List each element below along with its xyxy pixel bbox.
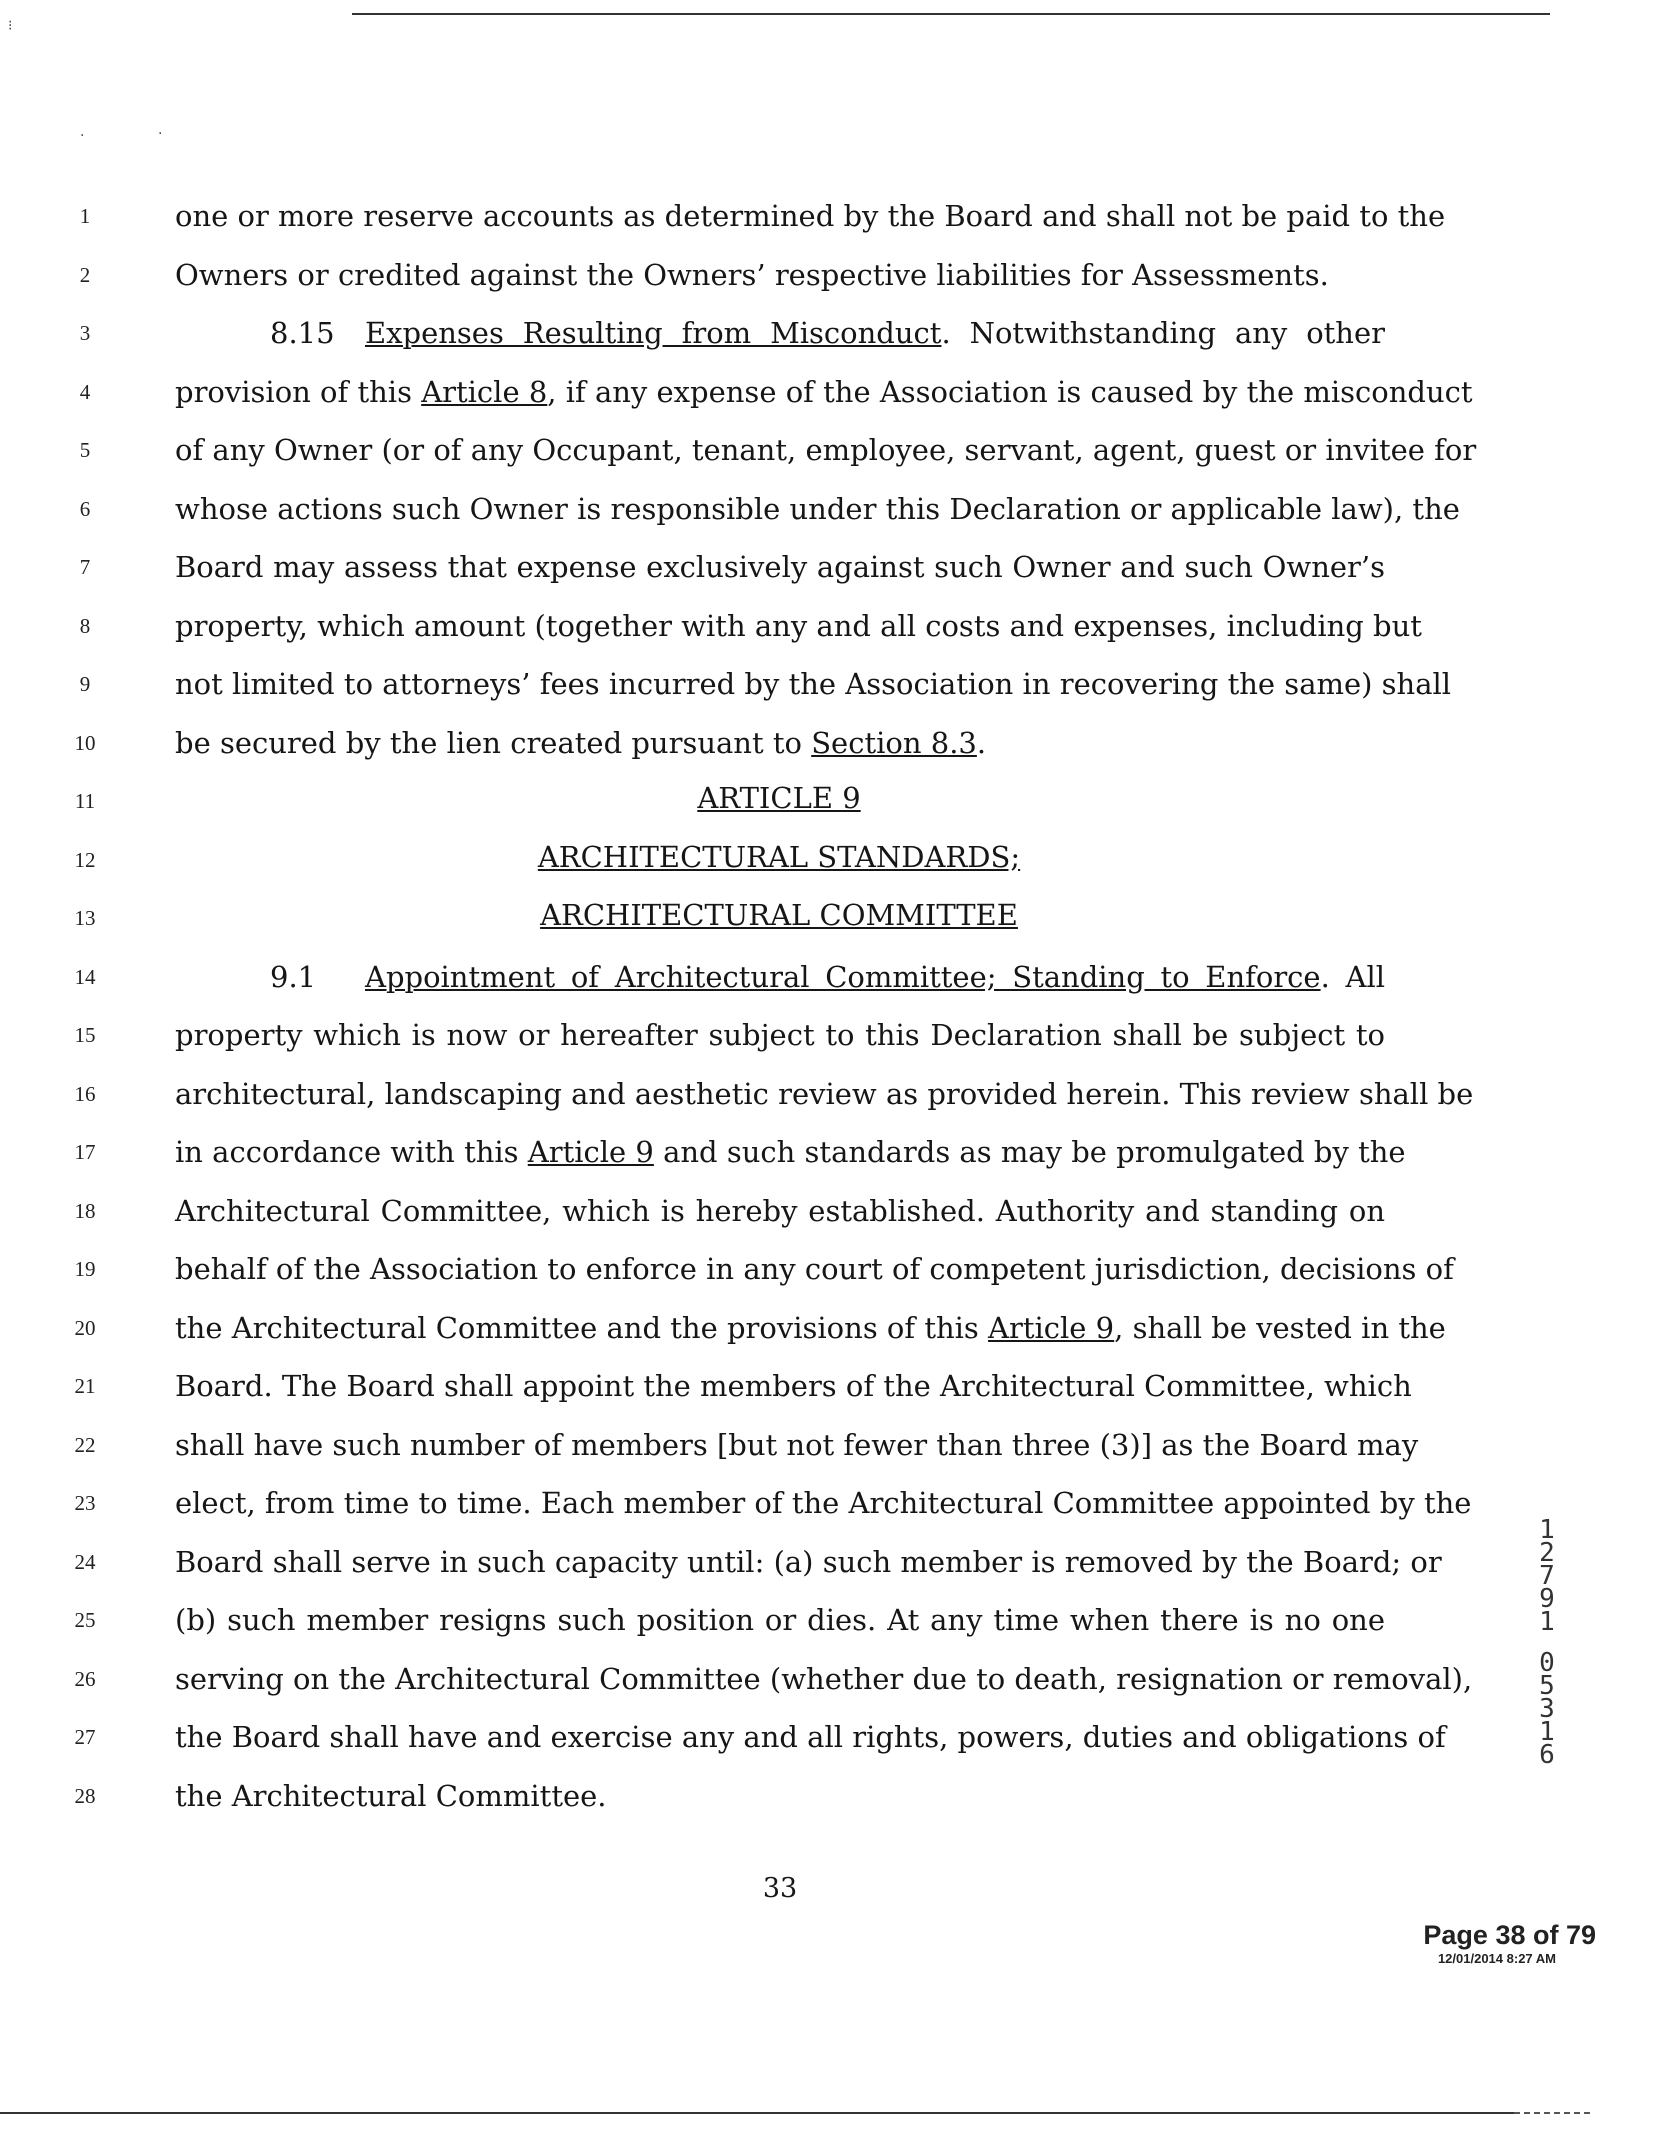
line-number: 2	[79, 262, 91, 287]
text-line: (b) such member resigns such position or dies. At any time when there is no one	[175, 1603, 1385, 1637]
line-number: 21	[74, 1374, 96, 1398]
cross-reference: Article 9	[527, 1135, 654, 1169]
line-number: 26	[74, 1666, 96, 1691]
bottom-border-dash	[1514, 2112, 1590, 2114]
line-number: 12	[74, 847, 96, 872]
text-line: serving on the Architectural Committee (whether due to death, resignation or removal),	[175, 1661, 1473, 1696]
text-line: shall have such number of members [but not fewer than three (3)] as the Board may	[175, 1427, 1419, 1462]
line-number: 22	[74, 1432, 96, 1457]
heading-line	[175, 840, 1383, 874]
line-number: 25	[74, 1608, 96, 1632]
text-line: 8.15 Expenses Resulting from Misconduct. Notwithstanding any other	[175, 313, 1385, 353]
line-number: 11	[74, 789, 96, 813]
stamp-date: 12/01/2014 8:27 AM	[1437, 1951, 1556, 1966]
document-id-digit: 6	[1539, 1740, 1555, 1770]
text-line: Owners or credited against the Owners’ respective liabilities for Assessments.	[175, 257, 1329, 292]
text-line: Architectural Committee, which is hereby established. Authority and standing on	[175, 1193, 1385, 1228]
line-number: 9	[79, 672, 91, 696]
line-number: 15	[74, 1023, 96, 1047]
line-number: 16	[74, 1081, 96, 1106]
text-line: the Architectural Committee.	[175, 1778, 607, 1813]
document-id-digit: 1	[1539, 1717, 1555, 1747]
line-number: 5	[79, 438, 91, 462]
line-text: .	[976, 725, 987, 760]
text-line: 9.1 Appointment of Architectural Committee; Standing to Enforce. All	[175, 957, 1385, 997]
line-text: Notwithstanding any other	[969, 316, 1386, 350]
line-number: 27	[74, 1725, 96, 1749]
line-text: be secured by the lien created pursuant to	[175, 725, 812, 760]
text-line: elect, from time to time. Each member of the Architectural Committee appointed by the	[175, 1486, 1472, 1520]
cross-reference: Section 8.3	[811, 725, 977, 760]
scan-speck: ·	[80, 128, 85, 144]
document-id-digit: 3	[1539, 1694, 1555, 1724]
line-number: 10	[74, 730, 96, 755]
line-number: 17	[74, 1140, 96, 1164]
line-number: 19	[74, 1257, 96, 1281]
document-id-digit: 1	[1539, 1607, 1555, 1637]
line-text: , if any expense of the Association is caused by the misconduct	[547, 374, 1473, 409]
text-line: architectural, landscaping and aesthetic review as provided herein. This review shall be	[175, 1076, 1474, 1111]
section-heading: Appointment of Architectural Committee; Standing to Enforce	[365, 959, 1321, 994]
text-line: not limited to attorneys’ fees incurred by the Association in recovering the same) shall	[175, 667, 1452, 701]
line-text: in accordance with this	[175, 1135, 528, 1169]
text-line: property, which amount (together with any and all costs and expenses, including but	[175, 608, 1422, 643]
text-line: property which is now or hereafter subject to this Declaration shall be subject to	[175, 1018, 1385, 1052]
line-number: 8	[79, 613, 91, 638]
text-line: Board shall serve in such capacity until: (a) such member is removed by the Board; or	[175, 1544, 1442, 1579]
page-stamp: Page 38 of 79	[1423, 1920, 1596, 1950]
text-line	[175, 1308, 1446, 1348]
line-text: , shall be vested in the	[1114, 1310, 1446, 1345]
cross-reference: Article 9	[988, 1310, 1115, 1345]
line-text: and such standards as may be promulgated by the	[653, 1135, 1406, 1169]
document-id-digit: 0	[1539, 1648, 1555, 1678]
line-text: the Architectural Committee and the provisions of this	[175, 1310, 989, 1345]
heading-line	[175, 781, 1383, 815]
document-id-digit: 2	[1539, 1538, 1555, 1568]
scan-speck: ·	[158, 126, 163, 142]
document-id-digit: 1	[1539, 1515, 1555, 1545]
line-number: 4	[79, 379, 91, 404]
line-number: 14	[74, 964, 96, 989]
line-number: 23	[74, 1491, 96, 1515]
line-number: 13	[74, 906, 96, 930]
line-number: 28	[74, 1783, 96, 1808]
article-heading: ARCHITECTURAL COMMITTEE	[540, 898, 1018, 932]
text-line	[175, 372, 1473, 412]
bottom-border-line	[0, 2112, 1514, 2114]
text-line: Board may assess that expense exclusively against such Owner and such Owner’s	[175, 550, 1385, 584]
section-heading: Expenses Resulting from Misconduct	[365, 316, 942, 350]
text-line: one or more reserve accounts as determined by the Board and shall not be paid to the	[175, 199, 1446, 233]
line-number: 1	[79, 204, 91, 228]
cross-reference: Article 8	[421, 374, 548, 409]
line-text: All	[1345, 959, 1386, 994]
line-number: 18	[74, 1198, 96, 1223]
text-line: Board. The Board shall appoint the members of the Architectural Committee, which	[175, 1369, 1412, 1403]
page-number: 33	[762, 1873, 798, 1904]
line-number: 20	[74, 1315, 96, 1340]
heading-line	[175, 898, 1383, 932]
article-heading: ARCHITECTURAL STANDARDS;	[537, 839, 1021, 874]
document-id-digit: 9	[1539, 1584, 1555, 1614]
section-number: 8.15	[270, 316, 335, 350]
text-line	[175, 1132, 1406, 1172]
scan-speck: ⁝	[8, 18, 13, 34]
document-id-vertical	[1532, 1515, 1562, 1770]
text-line: the Board shall have and exercise any and all rights, powers, duties and obligations of	[175, 1720, 1446, 1754]
line-number: 3	[79, 321, 91, 345]
section-number: 9.1	[270, 959, 317, 994]
text-line	[175, 723, 986, 763]
line-number: 6	[79, 496, 91, 521]
line-number: 24	[74, 1549, 96, 1574]
top-border-line	[352, 13, 1550, 15]
document-id-digit: 5	[1539, 1671, 1555, 1701]
article-heading: ARTICLE 9	[697, 781, 861, 815]
document-id-digit: 7	[1539, 1561, 1555, 1591]
text-line: behalf of the Association to enforce in any court of competent jurisdiction, decisions of	[175, 1252, 1454, 1286]
text-line: whose actions such Owner is responsible under this Declaration or applicable law), the	[175, 491, 1460, 526]
text-line: of any Owner (or of any Occupant, tenant, employee, servant, agent, guest or invitee for	[175, 433, 1477, 467]
line-text: provision of this	[175, 374, 422, 409]
line-number: 7	[79, 555, 91, 579]
